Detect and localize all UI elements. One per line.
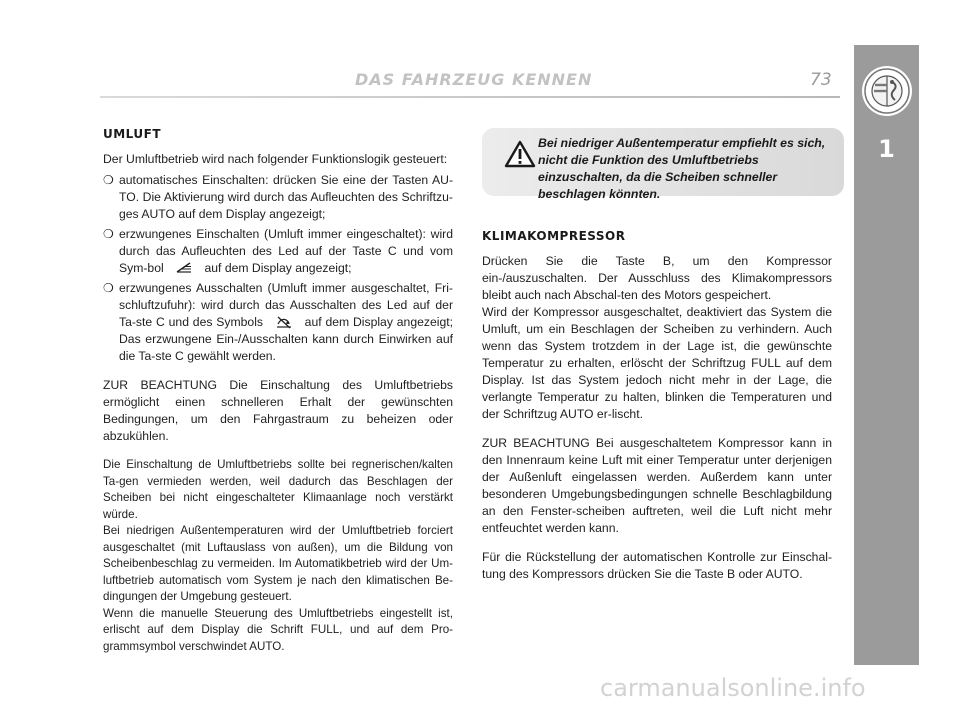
recirculation-off-icon [275,315,293,329]
bullet-circle-icon: ❍ [103,173,114,187]
kompressor-note: ZUR BEACHTUNG Bei ausgeschaltetem Kompressor kann in den Innenraum keine Luft mit einer Temperatur unter derjenigen der Außenluft eingelassen werden. Außerdem kann unter besonderen Umgebungsbedingungen schnelle Beschlagbildung an den Fenster-scheiben auftreten, weil die Luft nicht mehr entfeuchtet werden kann. [482,436,832,535]
watermark: carmanualsonline.info [600,674,866,702]
right-column [482,228,832,583]
bullet-text: automatisches Einschalten: drücken Sie eine der Tasten AU-TO. Die Aktivierung wird durch das Aufleuchten des Schriftzu-ges AUTO auf dem Display angezeigt; [119,173,453,221]
bullet-text: erzwungenes Einschalten (Umluft immer eingeschaltet): wird durch das Aufleuchten des Led auf der Taste C und vom Sym-bol [119,227,453,275]
bullet-text: erzwungenes Ausschalten (Umluft immer ausgeschaltet, Fri-schluftzufuhr): wird durch das Ausschalten des Led auf der Ta-ste C und des Symbols [119,281,453,329]
chapter-number: 1 [878,135,895,163]
list-item [103,226,453,277]
kompressor-paragraph: Wird der Kompressor ausgeschaltet, deaktiviert das System die Umluft, um ein Beschlagen der Scheiben zu verhindern. Auch wenn das System trotzdem in der Lage ist, die gewünschte Temperatur zu erhalten, erlöscht der Schriftzug FULL auf dem Display. Ist das System jedoch nicht mehr in der Lage, die verlangte Temperatur zu halten, blinken die Temperaturen und der Schriftzug AUTO er-lischt. [482,305,832,421]
alfa-romeo-logo-icon [861,65,913,117]
umluft-paragraph: Bei niedrigen Außentemperaturen wird der Umluftbetrieb forciert ausgeschaltet (mit Luftauslass von außen), um die Bildung von Scheibenbeschlag zu vermeiden. Im Automatikbetrieb wird der Um-luftbetrieb automatisch vom System je nach den klimatischen Be-dingungen der Umgebung gesteuert. [103,524,453,603]
section-heading-umluft: UMLUFT [103,127,162,141]
page-number: 73 [810,70,832,90]
list-item [103,172,453,223]
bullet-circle-icon: ❍ [103,281,114,295]
kompressor-paragraph: Für die Rückstellung der automatischen Kontrolle zur Einschal-tung des Kompressors drücken Sie die Taste B oder AUTO. [482,550,832,581]
kompressor-paragraph: Drücken Sie die Taste B, um den Kompressor ein-/auszuschalten. Der Ausschluss des Klimakompressors bleibt auch nach Abschal-ten des Motors gespeichert. [482,254,832,302]
warning-triangle-icon [504,140,536,168]
warning-text: Bei niedriger Außentemperatur empfiehlt es sich, nicht die Funktion des Umluftbetriebs einzuschalten, da die Scheiben schneller beschlagen könnten. [538,136,826,201]
umluft-paragraph: Die Einschaltung de Umluftbetriebs sollte bei regnerischen/kalten Ta-gen vermieden werden, weil dadurch das Beschlagen der Scheiben bei nicht eingeschalteter Klimaanlage noch verstärkt würde. [103,458,453,521]
warning-callout [482,128,844,201]
recirculation-on-icon [175,261,193,275]
list-item [103,280,453,365]
umluft-bullet-list [103,172,453,365]
bullet-text: auf dem Display angezeigt; [204,261,352,275]
header-divider [100,96,840,98]
bullet-text: auf dem Display angezeigt; Das erzwungene Ein-/Ausschalten kann durch Einwirken auf die Ta-ste C gewählt werden. [119,315,454,363]
umluft-paragraph: Wenn die manuelle Steuerung des Umluftbetriebs eingestellt ist, erlischt auf dem Display die Schrift FULL, und auf dem Pro-grammsymbol verschwindet AUTO. [103,606,453,653]
section-heading-klimakompressor: KLIMAKOMPRESSOR [482,229,626,243]
bullet-circle-icon: ❍ [103,227,114,241]
page-header-title: DAS FAHRZEUG KENNEN [355,70,593,89]
left-column [103,126,453,655]
umluft-note: ZUR BEACHTUNG Die Einschaltung des Umluftbetriebs ermöglicht einen schnelleren Erhalt der gewünschten Bedingungen, um den Fahrgastraum zu beheizen oder abzukühlen. [103,378,453,443]
umluft-intro: Der Umluftbetrieb wird nach folgender Funktionslogik gesteuert: [103,152,448,166]
